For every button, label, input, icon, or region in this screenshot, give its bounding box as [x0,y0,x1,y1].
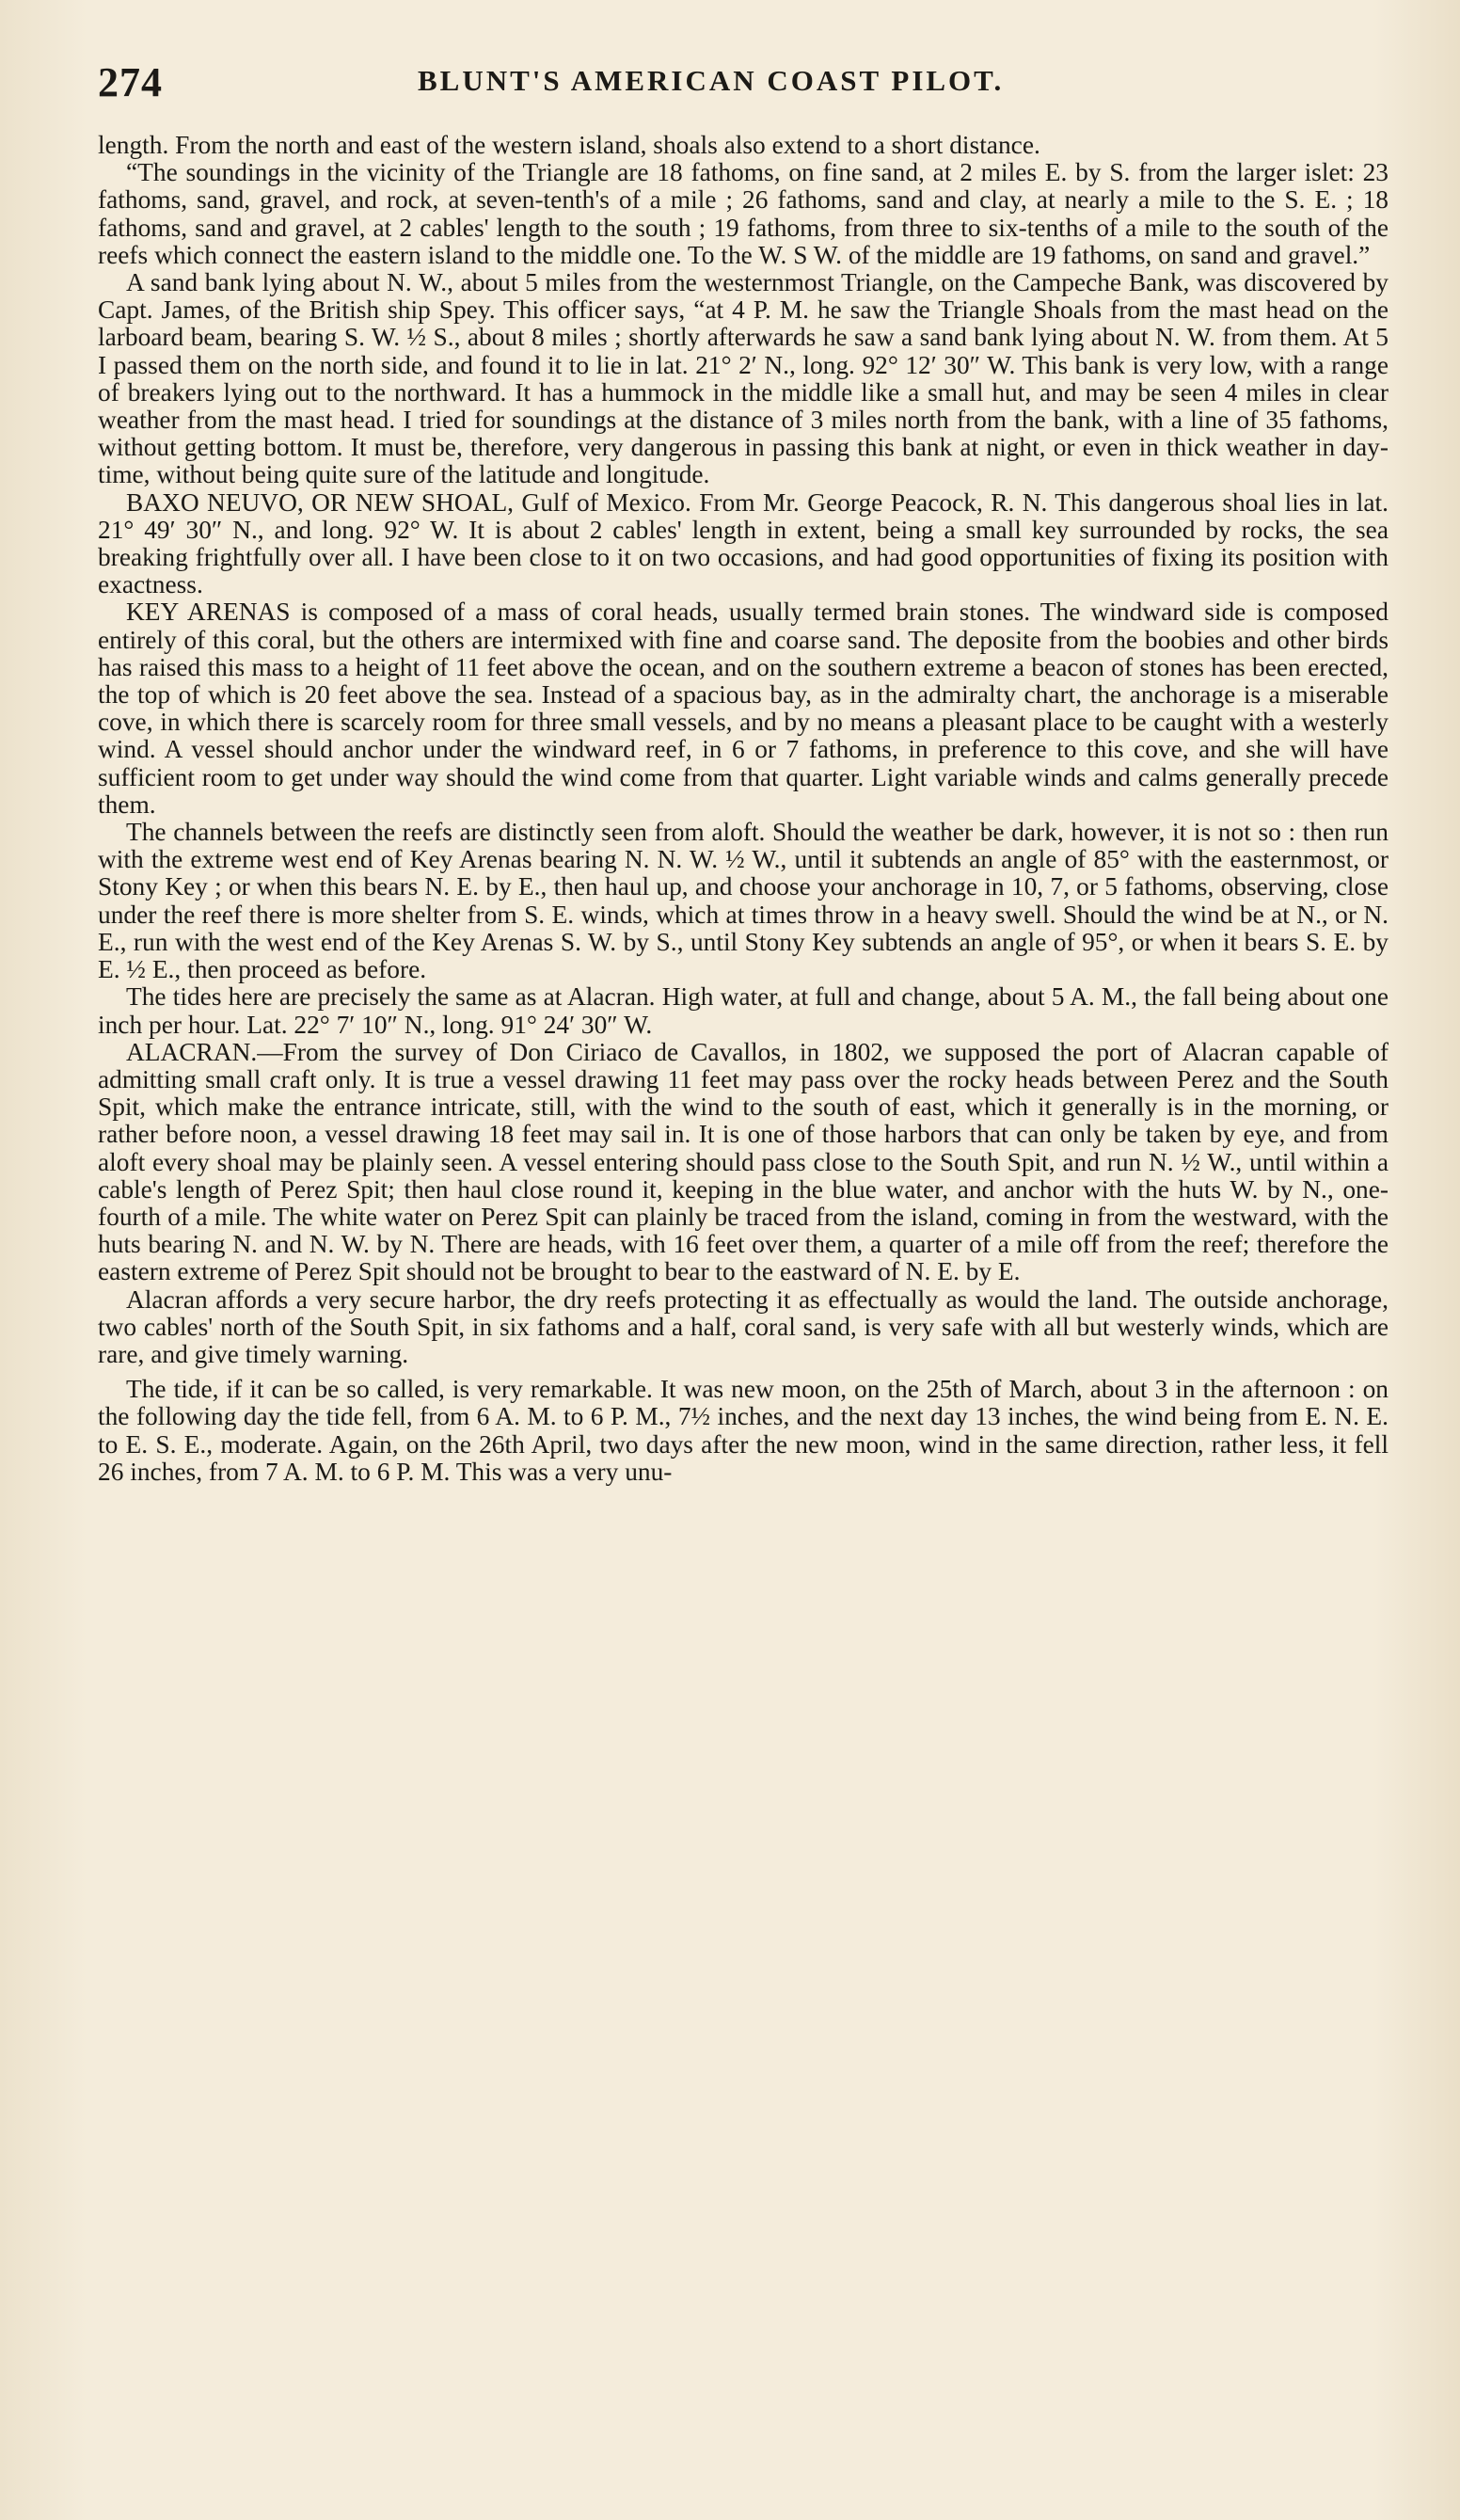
paragraph-baxo-neuvo: BAXO NEUVO, OR NEW SHOAL, Gulf of Mexico. From Mr. George Peacock, R. N. This dangerous shoal lies in lat. 21° 49′ 30″ N., and long. 92° W. It is about 2 cables' length in extent, being a small key surrounded by rocks, the sea breaking frightfully over all. I have been close to it on two occasions, and had good opportunities of fixing its position with exactness. [98,487,1389,599]
page-header [98,58,1396,115]
paragraph-alacran: ALACRAN.—From the survey of Don Ciriaco de Cavallos, in 1802, we supposed the port of Alacran capable of admitting small craft only. It is true a vessel drawing 11 feet may pass over the rocky heads between Perez and the South Spit, which make the entrance intricate, still, with the wind to the south of east, which it generally is in the morning, or rather before noon, a vessel drawing 18 feet may sail in. It is one of those harbors that can only be taken by eye, and from aloft every shoal may be plainly seen. A vessel entering should pass close to the South Spit, and run N. ½ W., until within a cable's length of Perez Spit; then haul close round it, keeping in the blue water, and anchor with the huts W. by N., one-fourth of a mile. The white water on Perez Spit can plainly be traced from the island, coming in from the westward, with the huts bearing N. and N. W. by N. There are heads, with 16 feet over them, a quarter of a mile off from the reef; therefore the eastern extreme of Perez Spit should not be brought to bear to the eastward of N. E. by E. [98,1037,1389,1286]
paragraph-key-arenas: KEY ARENAS is composed of a mass of coral heads, usually termed brain stones. The windward side is composed entirely of this coral, but the others are intermixed with fine and coarse sand. The deposite from the boobies and other birds has raised this mass to a height of 11 feet above the ocean, and on the southern extreme a beacon of stones has been erected, the top of which is 20 feet above the sea. Instead of a spacious bay, as in the admiralty chart, the anchorage is a miserable cove, in which there is scarcely room for three small vessels, and by no means a pleasant place to be caught with a westerly wind. A vessel should anchor under the windward reef, in 6 or 7 fathoms, in preference to this cove, and she will have sufficient room to get under way should the wind come from that quarter. Light variable winds and calms generally precede them. [98,598,1389,819]
paragraph-tides: The tides here are precisely the same as at Alacran. High water, at full and change, about 5 A. M., the fall being about one inch per hour. Lat. 22° 7′ 10″ N., long. 91° 24′ 30″ W. [98,982,1389,1039]
paragraph-alacran-harbor: Alacran affords a very secure harbor, the dry reefs protecting it as effectually as would the land. The outside anchorage, two cables' north of the South Spit, in six fathoms and a half, coral sand, is very safe with all but westerly winds, which are rare, and give timely warning. [98,1284,1389,1368]
page-number: 274 [98,59,163,105]
body-text [98,132,1389,1486]
paragraph-soundings-quote: “The soundings in the vicinity of the Triangle are 18 fathoms, on fine sand, at 2 miles E. by S. from the larger islet: 23 fathoms, sand, gravel, and rock, at seven-tenth's of a mile ; 26 fathoms, sand and clay, at nearly a mile to the S. E. ; 18 fathoms, sand and gravel, at 2 cables' length to the south ; 19 fathoms, from three to six-tenths of a mile to the south of the reefs which connect the eastern island to the middle one. To the W. S W. of the middle are 19 fathoms, on sand and gravel.” [98,158,1389,269]
paragraph-tide-remarkable: The tide, if it can be so called, is very remarkable. It was new moon, on the 25th of March, about 3 in the afternoon : on the following day the tide fell, from 6 A. M. to 6 P. M., 7½ inches, and the next day 13 inches, the wind being from E. N. E. to E. S. E., moderate. Again, on the 26th April, two days after the new moon, wind in the same direction, rather less, it fell 26 inches, from 7 A. M. to 6 P. M. This was a very unu- [98,1375,1389,1486]
paragraph-sand-bank: A sand bank lying about N. W., about 5 miles from the westernmost Triangle, on the Campeche Bank, was discovered by Capt. James, of the British ship Spey. This officer says, “at 4 P. M. he saw the Triangle Shoals from the mast head on the larboard beam, bearing S. W. ½ S., about 8 miles ; shortly afterwards he saw a sand bank lying about N. W. from them. At 5 I passed them on the north side, and found it to lie in lat. 21° 2′ N., long. 92° 12′ 30″ W. This bank is very low, with a range of breakers lying out to the northward. It has a hummock in the middle like a small hut, and may be seen 4 miles in clear weather from the mast head. I tried for soundings at the distance of 3 miles north from the bank, with a line of 35 fathoms, without getting bottom. It must be, therefore, very dangerous in passing this bank at night, or even in thick weather in day-time, without being quite sure of the latitude and longitude. [98,268,1389,489]
running-head: BLUNT'S AMERICAN COAST PILOT. [418,64,1005,97]
paragraph-channels: The channels between the reefs are distinctly seen from aloft. Should the weather be dark, however, it is not so : then run with the extreme west end of Key Arenas bearing N. N. W. ½ W., until it subtends an angle of 85° with the easternmost, or Stony Key ; or when this bears N. E. by E., then haul up, and choose your anchorage in 10, 7, or 5 fathoms, observing, close under the reef there is more shelter from S. E. winds, which at times throw in a heavy swell. Should the wind be at N., or N. E., run with the west end of the Key Arenas S. W. by S., until Stony Key subtends an angle of 95°, or when it bears S. E. by E. ½ E., then proceed as before. [98,818,1389,984]
paragraph-continuation: length. From the north and east of the western island, shoals also extend to a short distance. [98,131,1040,159]
